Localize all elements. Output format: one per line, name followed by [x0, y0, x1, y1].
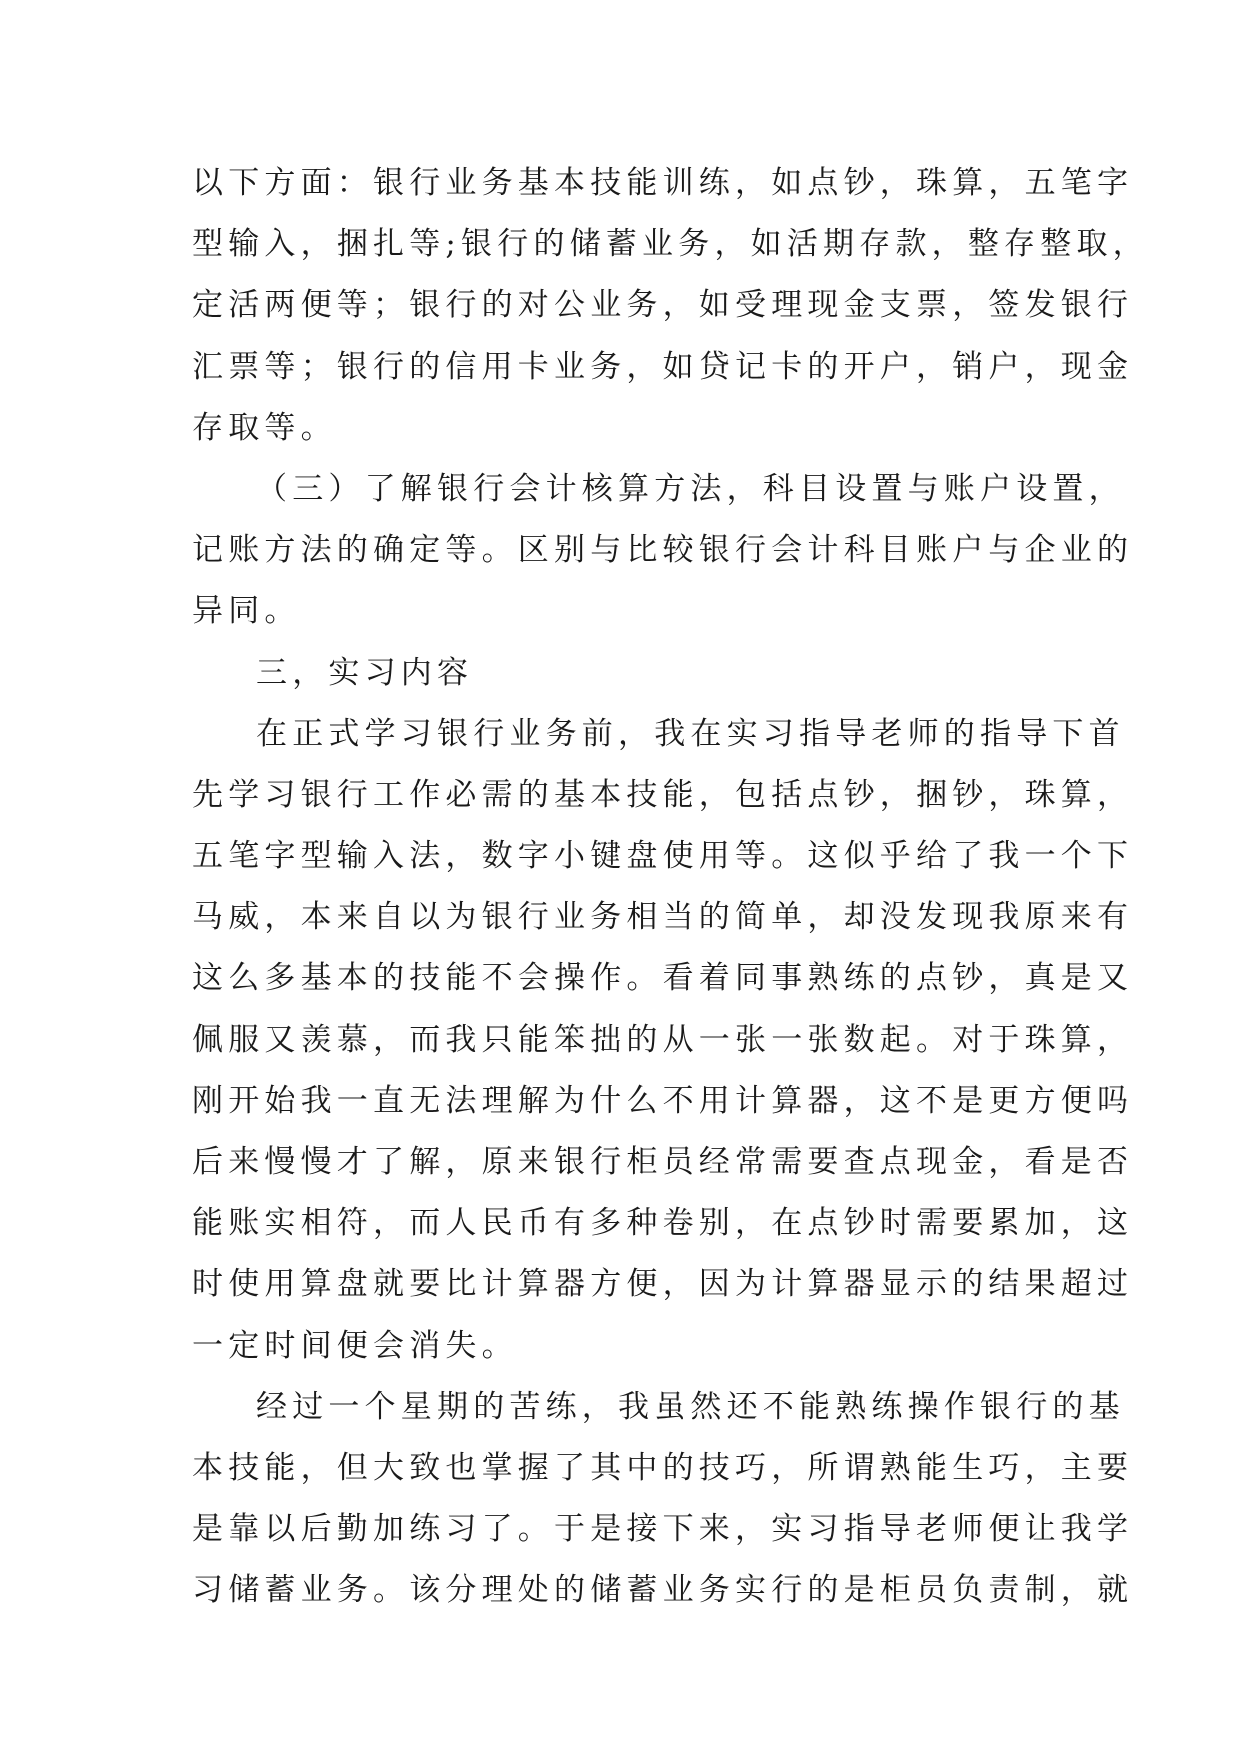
text-line: 五笔字型输入法，数字小键盘使用等。这似乎给了我一个下: [192, 838, 1134, 875]
text-line: 经过一个星期的苦练，我虽然还不能熟练操作银行的基: [256, 1388, 1125, 1425]
text-line: 本技能，但大致也掌握了其中的技巧，所谓熟能生巧，主要: [192, 1449, 1134, 1486]
text-line: 在正式学习银行业务前，我在实习指导老师的指导下首: [256, 715, 1125, 752]
text-line: 记账方法的确定等。区别与比较银行会计科目账户与企业的: [192, 532, 1134, 569]
text-line: 先学习银行工作必需的基本技能，包括点钞，捆钞，珠算，: [192, 776, 1134, 813]
text-line: 一定时间便会消失。: [192, 1327, 518, 1364]
text-line: 习储蓄业务。该分理处的储蓄业务实行的是柜员负责制，就: [192, 1572, 1134, 1609]
text-line: 汇票等；银行的信用卡业务，如贷记卡的开户，销户，现金: [192, 348, 1134, 385]
text-line: 马威，本来自以为银行业务相当的简单，却没发现我原来有: [192, 899, 1134, 936]
section-heading: 三，实习内容: [256, 654, 474, 691]
text-line: 时使用算盘就要比计算器方便，因为计算器显示的结果超过: [192, 1266, 1134, 1303]
document-body: [192, 153, 1149, 1622]
text-line: 这么多基本的技能不会操作。看着同事熟练的点钞，真是又: [192, 960, 1134, 997]
text-line: 能账实相符，而人民币有多种卷别，在点钞时需要累加，这: [192, 1205, 1134, 1242]
text-line: （三）了解银行会计核算方法，科目设置与账户设置，: [256, 470, 1125, 507]
text-line: 以下方面：银行业务基本技能训练，如点钞，珠算，五笔字: [192, 165, 1134, 201]
text-line: 佩服又羡慕，而我只能笨拙的从一张一张数起。对于珠算，: [192, 1021, 1134, 1058]
text-line: 异同。: [192, 593, 301, 630]
text-line: 型输入，捆扎等;银行的储蓄业务，如活期存款，整存整取，: [192, 226, 1149, 263]
text-line: 存取等。: [192, 409, 337, 446]
text-line: 后来慢慢才了解，原来银行柜员经常需要查点现金，看是否: [192, 1144, 1134, 1180]
text-line: 定活两便等；银行的对公业务，如受理现金支票，签发银行: [192, 287, 1134, 324]
text-line: 刚开始我一直无法理解为什么不用计算器，这不是更方便吗: [192, 1082, 1134, 1119]
text-line: 是靠以后勤加练习了。于是接下来，实习指导老师便让我学: [192, 1511, 1134, 1548]
